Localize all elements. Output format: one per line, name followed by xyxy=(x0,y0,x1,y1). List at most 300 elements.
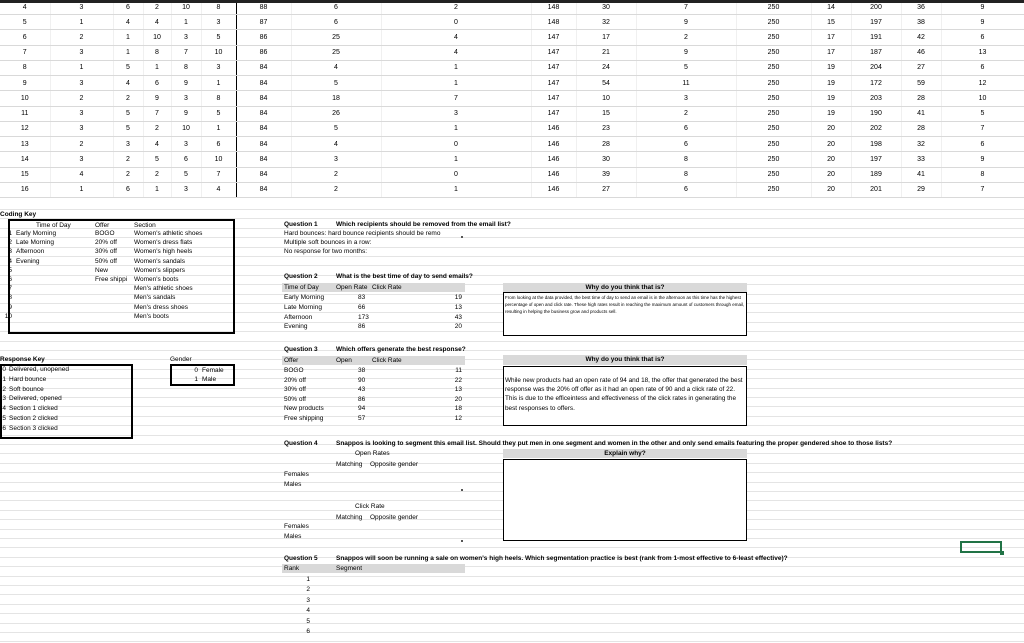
grid-cell[interactable]: 9 xyxy=(941,15,1024,30)
coding-key-section-item: Men's athletic shoes xyxy=(134,285,193,293)
grid-cell[interactable]: 9 xyxy=(171,106,201,121)
grid-cell[interactable]: 20 xyxy=(811,121,851,136)
grid-cell[interactable]: 6 xyxy=(113,182,143,197)
grid-cell[interactable]: 4 xyxy=(0,0,50,15)
grid-cell[interactable]: 11 xyxy=(0,106,50,121)
grid-cell[interactable]: 18 xyxy=(291,91,381,106)
grid-cell[interactable]: 4 xyxy=(113,15,143,30)
grid-cell[interactable]: 4 xyxy=(291,60,381,75)
grid-cell[interactable]: 3 xyxy=(636,91,736,106)
grid-cell[interactable]: 8 xyxy=(636,152,736,167)
grid-cell[interactable]: 3 xyxy=(50,152,113,167)
grid-cell[interactable]: 1 xyxy=(143,60,171,75)
grid-cell[interactable]: 30 xyxy=(576,0,636,15)
q1-label: Question 1 xyxy=(284,221,318,228)
grid-cell[interactable]: 8 xyxy=(201,0,236,15)
q2-row-open: 83 xyxy=(358,294,366,301)
grid-cell[interactable]: 5 xyxy=(201,30,236,45)
grid-cell[interactable]: 5 xyxy=(113,106,143,121)
grid-cell[interactable]: 146 xyxy=(531,167,576,182)
grid-cell[interactable]: 84 xyxy=(236,106,291,121)
grid-cell[interactable]: 197 xyxy=(851,15,901,30)
grid-cell[interactable]: 2 xyxy=(50,91,113,106)
grid-cell[interactable]: 3 xyxy=(201,60,236,75)
grid-cell[interactable]: 7 xyxy=(941,182,1024,197)
grid-cell[interactable]: 147 xyxy=(531,91,576,106)
grid-cell[interactable]: 1 xyxy=(113,45,143,60)
q3-row-click: 22 xyxy=(454,376,462,384)
grid-cell[interactable]: 1 xyxy=(381,182,531,197)
grid-cell[interactable]: 17 xyxy=(811,45,851,60)
q4-answer-box[interactable] xyxy=(503,459,747,541)
grid-cell[interactable]: 8 xyxy=(941,167,1024,182)
grid-cell[interactable]: 7 xyxy=(941,121,1024,136)
response-key-item: Section 3 clicked xyxy=(9,424,58,432)
grid-cell[interactable]: 10 xyxy=(171,0,201,15)
grid-cell[interactable]: 148 xyxy=(531,0,576,15)
coding-key-section-item: Women's athletic shoes xyxy=(134,230,203,237)
grid-cell[interactable]: 3 xyxy=(50,45,113,60)
grid-cell[interactable]: 10 xyxy=(941,91,1024,106)
table-row xyxy=(0,167,1024,182)
q4-click-females[interactable]: Females xyxy=(284,523,309,530)
grid-cell[interactable]: 10 xyxy=(171,121,201,136)
grid-cell[interactable]: 172 xyxy=(851,76,901,91)
coding-key-offer-item: 50% off xyxy=(95,257,117,265)
grid-cell[interactable]: 203 xyxy=(851,91,901,106)
grid-cell[interactable]: 3 xyxy=(171,30,201,45)
grid-cell[interactable]: 20 xyxy=(811,152,851,167)
grid-cell[interactable]: 26 xyxy=(291,106,381,121)
grid-cell[interactable]: 6 xyxy=(636,121,736,136)
grid-cell[interactable]: 7 xyxy=(143,106,171,121)
grid-cell[interactable]: 54 xyxy=(576,76,636,91)
grid-cell[interactable]: 86 xyxy=(236,45,291,60)
grid-cell[interactable]: 3 xyxy=(50,76,113,91)
grid-cell[interactable]: 9 xyxy=(941,0,1024,15)
grid-cell[interactable]: 2 xyxy=(291,167,381,182)
grid-cell[interactable]: 3 xyxy=(201,15,236,30)
grid-cell[interactable]: 25 xyxy=(291,45,381,60)
grid-cell[interactable]: 7 xyxy=(201,167,236,182)
grid-cell[interactable]: 5 xyxy=(636,60,736,75)
grid-cell[interactable]: 4 xyxy=(381,45,531,60)
grid-cell[interactable]: 1 xyxy=(50,60,113,75)
grid-cell[interactable]: 84 xyxy=(236,121,291,136)
grid-cell[interactable]: 9 xyxy=(636,15,736,30)
grid-cell[interactable]: 8 xyxy=(0,60,50,75)
grid-cell[interactable]: 28 xyxy=(901,91,941,106)
grid-cell[interactable]: 2 xyxy=(113,91,143,106)
grid-cell[interactable]: 147 xyxy=(531,60,576,75)
grid-cell[interactable]: 33 xyxy=(901,152,941,167)
grid-cell[interactable]: 17 xyxy=(811,30,851,45)
grid-cell[interactable]: 204 xyxy=(851,60,901,75)
q3-row-name: BOGO xyxy=(284,367,304,374)
grid-cell[interactable]: 27 xyxy=(901,60,941,75)
q3-row-name: 20% off xyxy=(284,376,306,384)
coding-key-time-item: Afternoon xyxy=(16,248,45,256)
selected-cell[interactable] xyxy=(960,541,1002,553)
grid-cell[interactable]: 250 xyxy=(736,182,811,197)
grid-cell[interactable]: 17 xyxy=(576,30,636,45)
grid-cell[interactable]: 9 xyxy=(143,91,171,106)
grid-cell[interactable]: 2 xyxy=(636,106,736,121)
grid-cell[interactable]: 6 xyxy=(941,137,1024,152)
q2-header-click: Click Rate xyxy=(372,284,402,291)
grid-cell[interactable]: 5 xyxy=(171,167,201,182)
grid-cell[interactable]: 23 xyxy=(576,121,636,136)
grid-cell[interactable]: 147 xyxy=(531,30,576,45)
grid-cell[interactable]: 12 xyxy=(941,76,1024,91)
grid-cell[interactable]: 0 xyxy=(381,137,531,152)
coding-key-header-time: Time of Day xyxy=(36,222,71,229)
q2-question: What is the best time of day to send emails? xyxy=(336,273,473,280)
grid-cell[interactable]: 202 xyxy=(851,121,901,136)
grid-cell[interactable]: 250 xyxy=(736,106,811,121)
q4-open-females[interactable]: Females xyxy=(284,471,309,478)
grid-cell[interactable]: 32 xyxy=(901,137,941,152)
grid-cell[interactable]: 36 xyxy=(901,0,941,15)
cell-comment-marker xyxy=(461,236,463,238)
grid-cell[interactable]: 250 xyxy=(736,0,811,15)
grid-cell[interactable]: 3 xyxy=(50,121,113,136)
grid-cell[interactable]: 9 xyxy=(0,76,50,91)
q3-row-name: Free shipping xyxy=(284,415,324,422)
grid-cell[interactable]: 28 xyxy=(576,137,636,152)
q2-row-open: 173 xyxy=(358,313,369,321)
coding-key-time-item: Early Morning xyxy=(16,230,57,237)
grid-cell[interactable]: 250 xyxy=(736,152,811,167)
q1-line-2[interactable]: Multiple soft bounces in a row: xyxy=(284,239,372,246)
grid-cell[interactable]: 10 xyxy=(576,91,636,106)
q2-row-open: 86 xyxy=(358,323,366,331)
grid-cell[interactable]: 147 xyxy=(531,106,576,121)
grid-cell[interactable]: 7 xyxy=(636,0,736,15)
grid-cell[interactable]: 24 xyxy=(576,60,636,75)
q3-row-click: 13 xyxy=(454,386,462,394)
grid-cell[interactable]: 250 xyxy=(736,15,811,30)
grid-cell[interactable]: 0 xyxy=(381,167,531,182)
gridline xyxy=(0,623,1024,624)
grid-cell[interactable]: 9 xyxy=(171,76,201,91)
coding-key-number: 2 xyxy=(8,239,12,247)
grid-cell[interactable]: 25 xyxy=(291,30,381,45)
grid-cell[interactable]: 250 xyxy=(736,30,811,45)
grid-cell[interactable]: 250 xyxy=(736,45,811,60)
grid-cell[interactable]: 38 xyxy=(901,15,941,30)
q5-rank-item: 3 xyxy=(306,596,310,604)
grid-cell[interactable]: 250 xyxy=(736,167,811,182)
grid-cell[interactable]: 8 xyxy=(636,167,736,182)
grid-cell[interactable]: 1 xyxy=(171,15,201,30)
grid-cell[interactable]: 5 xyxy=(113,121,143,136)
grid-cell[interactable]: 19 xyxy=(811,91,851,106)
grid-cell[interactable]: 2 xyxy=(143,0,171,15)
grid-cell[interactable]: 2 xyxy=(381,0,531,15)
grid-cell[interactable]: 189 xyxy=(851,167,901,182)
grid-cell[interactable]: 84 xyxy=(236,137,291,152)
grid-cell[interactable]: 7 xyxy=(381,91,531,106)
grid-cell[interactable]: 15 xyxy=(0,167,50,182)
grid-cell[interactable]: 5 xyxy=(291,121,381,136)
q1-line-3[interactable]: No response for two months: xyxy=(284,248,368,255)
grid-cell[interactable]: 7 xyxy=(0,45,50,60)
grid-cell[interactable]: 1 xyxy=(381,76,531,91)
coding-key-number: 10 xyxy=(4,312,12,320)
grid-cell[interactable]: 6 xyxy=(291,0,381,15)
grid-cell[interactable]: 9 xyxy=(636,45,736,60)
grid-cell[interactable]: 146 xyxy=(531,137,576,152)
grid-cell[interactable]: 86 xyxy=(236,30,291,45)
grid-cell[interactable]: 3 xyxy=(113,137,143,152)
grid-cell[interactable]: 84 xyxy=(236,76,291,91)
grid-cell[interactable]: 19 xyxy=(811,60,851,75)
grid-cell[interactable]: 146 xyxy=(531,121,576,136)
grid-cell[interactable]: 1 xyxy=(381,121,531,136)
grid-cell[interactable]: 10 xyxy=(143,30,171,45)
grid-cell[interactable]: 20 xyxy=(811,167,851,182)
grid-cell[interactable]: 198 xyxy=(851,137,901,152)
grid-cell[interactable]: 13 xyxy=(0,137,50,152)
gridline xyxy=(0,632,1024,633)
coding-key-section-item: Women's high heels xyxy=(134,248,193,256)
grid-cell[interactable]: 84 xyxy=(236,60,291,75)
grid-cell[interactable]: 4 xyxy=(113,76,143,91)
grid-cell[interactable]: 5 xyxy=(143,152,171,167)
grid-cell[interactable]: 6 xyxy=(143,76,171,91)
grid-cell[interactable]: 42 xyxy=(901,30,941,45)
grid-cell[interactable]: 29 xyxy=(901,182,941,197)
q5-rank-item: 4 xyxy=(306,607,310,615)
grid-cell[interactable]: 4 xyxy=(201,182,236,197)
grid-cell[interactable]: 1 xyxy=(381,152,531,167)
grid-cell[interactable]: 8 xyxy=(143,45,171,60)
q2-row-click: 13 xyxy=(454,303,462,311)
q2-header-time: Time of Day xyxy=(284,284,319,291)
grid-cell[interactable]: 250 xyxy=(736,76,811,91)
grid-cell[interactable]: 2 xyxy=(50,137,113,152)
grid-cell[interactable]: 46 xyxy=(901,45,941,60)
grid-cell[interactable]: 3 xyxy=(381,106,531,121)
q3-answer-box[interactable] xyxy=(503,366,747,426)
grid-cell[interactable]: 13 xyxy=(941,45,1024,60)
grid-cell[interactable]: 84 xyxy=(236,167,291,182)
q3-row-open: 43 xyxy=(358,386,366,394)
grid-cell[interactable]: 41 xyxy=(901,106,941,121)
grid-cell[interactable]: 20 xyxy=(811,137,851,152)
q4-explain-label: Explain why? xyxy=(604,450,646,457)
grid-cell[interactable]: 2 xyxy=(143,121,171,136)
gridline xyxy=(0,594,1024,595)
grid-cell[interactable]: 6 xyxy=(636,182,736,197)
q3-row-open: 57 xyxy=(358,415,366,422)
grid-cell[interactable]: 2 xyxy=(636,30,736,45)
gridline xyxy=(0,435,1024,436)
grid-cell[interactable]: 5 xyxy=(201,106,236,121)
q3-answer-text: While new products had an open rate of 94 and 18, the offer that generated the best response was the 20% off offer as it had an open rate of 90 and a click rate of 22. This is due to the efficeintess and effectiveness of the click rates in generating the best responses to offers. xyxy=(505,377,743,412)
grid-cell[interactable]: 6 xyxy=(291,15,381,30)
q4-question: Snappos is looking to segment this email list. Should they put men in one segment and women in the other and only send emails featuring the proper gendered shoe to those lists? xyxy=(336,440,893,447)
grid-cell[interactable]: 0 xyxy=(381,15,531,30)
gridline xyxy=(0,604,1024,605)
grid-cell[interactable]: 10 xyxy=(0,91,50,106)
grid-cell[interactable]: 2 xyxy=(50,30,113,45)
coding-key-section-item: Women's boots xyxy=(134,276,179,283)
response-key-number: 4 xyxy=(2,405,6,413)
grid-cell[interactable]: 4 xyxy=(291,137,381,152)
q5-header-rank: Rank xyxy=(284,565,300,572)
grid-cell[interactable]: 5 xyxy=(941,106,1024,121)
grid-cell[interactable]: 1 xyxy=(201,76,236,91)
grid-cell[interactable]: 187 xyxy=(851,45,901,60)
grid-cell[interactable]: 191 xyxy=(851,30,901,45)
coding-key-section-item: Women's dress flats xyxy=(134,239,193,247)
q1-line-1[interactable]: Hard bounces: hard bounce recipients should be remo xyxy=(284,230,441,237)
grid-cell[interactable]: 5 xyxy=(113,60,143,75)
grid-cell[interactable]: 146 xyxy=(531,152,576,167)
grid-cell[interactable]: 197 xyxy=(851,152,901,167)
grid-cell[interactable]: 59 xyxy=(901,76,941,91)
grid-cell[interactable]: 250 xyxy=(736,137,811,152)
grid-cell[interactable]: 3 xyxy=(50,106,113,121)
coding-key-section-item: Women's sandals xyxy=(134,257,185,265)
grid-cell[interactable]: 39 xyxy=(576,167,636,182)
q3-header-click: Click Rate xyxy=(372,357,402,364)
q5-header-bg xyxy=(282,564,465,573)
grid-cell[interactable]: 6 xyxy=(636,137,736,152)
grid-cell[interactable]: 11 xyxy=(636,76,736,91)
grid-cell[interactable]: 3 xyxy=(291,152,381,167)
grid-cell[interactable]: 3 xyxy=(171,91,201,106)
grid-cell[interactable]: 7 xyxy=(171,45,201,60)
grid-cell[interactable]: 9 xyxy=(941,152,1024,167)
gridline xyxy=(0,350,1024,351)
grid-cell[interactable]: 2 xyxy=(291,182,381,197)
grid-cell[interactable]: 84 xyxy=(236,91,291,106)
q4-open-rates-label: Open Rates xyxy=(355,450,390,457)
q5-question: Snappos will soon be running a sale on women's high heels. Which segmentation practice is best (rank from 1-most effective to 6-least effective)? xyxy=(336,555,788,562)
grid-cell[interactable]: 1 xyxy=(113,30,143,45)
gender-key-item: Male xyxy=(202,376,217,384)
q2-row-name: Afternoon xyxy=(284,313,313,321)
grid-cell[interactable]: 30 xyxy=(576,152,636,167)
grid-cell[interactable]: 19 xyxy=(811,106,851,121)
grid-cell[interactable]: 3 xyxy=(50,0,113,15)
grid-cell[interactable]: 15 xyxy=(811,15,851,30)
coding-key-time-item: Evening xyxy=(16,257,40,265)
grid-cell[interactable]: 15 xyxy=(576,106,636,121)
grid-cell[interactable]: 6 xyxy=(171,152,201,167)
gridline xyxy=(0,566,1024,567)
grid-cell[interactable]: 14 xyxy=(811,0,851,15)
q3-row-name: 50% off xyxy=(284,395,306,403)
grid-cell[interactable]: 4 xyxy=(143,15,171,30)
coding-key-offer-item: New xyxy=(95,266,109,274)
grid-cell[interactable]: 2 xyxy=(143,167,171,182)
grid-cell[interactable]: 190 xyxy=(851,106,901,121)
grid-cell[interactable]: 32 xyxy=(576,15,636,30)
q3-row-name: 30% off xyxy=(284,386,306,394)
grid-cell[interactable]: 16 xyxy=(0,182,50,197)
grid-cell[interactable]: 12 xyxy=(0,121,50,136)
grid-cell[interactable]: 8 xyxy=(201,91,236,106)
grid-cell[interactable]: 27 xyxy=(576,182,636,197)
table-row xyxy=(0,30,1024,45)
grid-cell[interactable]: 21 xyxy=(576,45,636,60)
grid-cell[interactable]: 1 xyxy=(50,182,113,197)
grid-cell[interactable]: 146 xyxy=(531,182,576,197)
grid-cell[interactable]: 250 xyxy=(736,91,811,106)
grid-cell[interactable]: 6 xyxy=(0,30,50,45)
grid-cell[interactable]: 4 xyxy=(381,30,531,45)
grid-cell[interactable]: 148 xyxy=(531,15,576,30)
grid-cell[interactable]: 41 xyxy=(901,167,941,182)
grid-cell[interactable]: 6 xyxy=(201,137,236,152)
q4-open-males[interactable]: Males xyxy=(284,481,302,488)
grid-cell[interactable]: 84 xyxy=(236,182,291,197)
grid-cell[interactable]: 88 xyxy=(236,0,291,15)
grid-cell[interactable]: 20 xyxy=(811,182,851,197)
grid-cell[interactable]: 19 xyxy=(811,76,851,91)
cell-comment-marker xyxy=(461,489,463,491)
coding-key-number: 4 xyxy=(8,257,12,265)
coding-key-number: 1 xyxy=(8,230,12,237)
grid-cell[interactable]: 201 xyxy=(851,182,901,197)
grid-cell[interactable]: 2 xyxy=(113,167,143,182)
grid-cell[interactable]: 84 xyxy=(236,152,291,167)
grid-cell[interactable]: 3 xyxy=(171,137,201,152)
coding-key-header-section: Section xyxy=(134,222,156,229)
grid-cell[interactable]: 1 xyxy=(50,15,113,30)
grid-cell[interactable]: 10 xyxy=(201,45,236,60)
grid-cell[interactable]: 10 xyxy=(201,152,236,167)
q2-answer-box[interactable] xyxy=(503,292,747,336)
grid-cell[interactable]: 2 xyxy=(113,152,143,167)
grid-cell[interactable]: 6 xyxy=(941,30,1024,45)
grid-cell[interactable]: 147 xyxy=(531,76,576,91)
grid-cell[interactable]: 6 xyxy=(941,60,1024,75)
gender-key-number: 0 xyxy=(194,367,198,374)
grid-cell[interactable]: 5 xyxy=(0,15,50,30)
grid-cell[interactable]: 200 xyxy=(851,0,901,15)
grid-cell[interactable]: 250 xyxy=(736,121,811,136)
grid-cell[interactable]: 1 xyxy=(381,60,531,75)
q4-click-males[interactable]: Males xyxy=(284,533,302,540)
grid-cell[interactable]: 87 xyxy=(236,15,291,30)
response-key-item: Section 1 clicked xyxy=(9,405,58,413)
grid-cell[interactable]: 8 xyxy=(171,60,201,75)
grid-cell[interactable]: 5 xyxy=(291,76,381,91)
grid-cell[interactable]: 3 xyxy=(171,182,201,197)
grid-cell[interactable]: 1 xyxy=(143,182,171,197)
grid-cell[interactable]: 1 xyxy=(201,121,236,136)
q3-row-click: 12 xyxy=(454,415,462,422)
grid-cell[interactable]: 4 xyxy=(50,167,113,182)
grid-cell[interactable]: 14 xyxy=(0,152,50,167)
table-row xyxy=(0,45,1024,60)
table-row xyxy=(0,15,1024,30)
grid-cell[interactable]: 28 xyxy=(901,121,941,136)
response-key-title: Response Key xyxy=(0,356,45,363)
grid-cell[interactable]: 4 xyxy=(143,137,171,152)
q3-question: Which offers generate the best response? xyxy=(336,346,466,353)
grid-cell[interactable]: 250 xyxy=(736,60,811,75)
q4-open-opposite: Opposite gender xyxy=(370,461,419,468)
q5-label: Question 5 xyxy=(284,555,318,562)
grid-cell[interactable]: 6 xyxy=(113,0,143,15)
grid-cell[interactable]: 147 xyxy=(531,45,576,60)
